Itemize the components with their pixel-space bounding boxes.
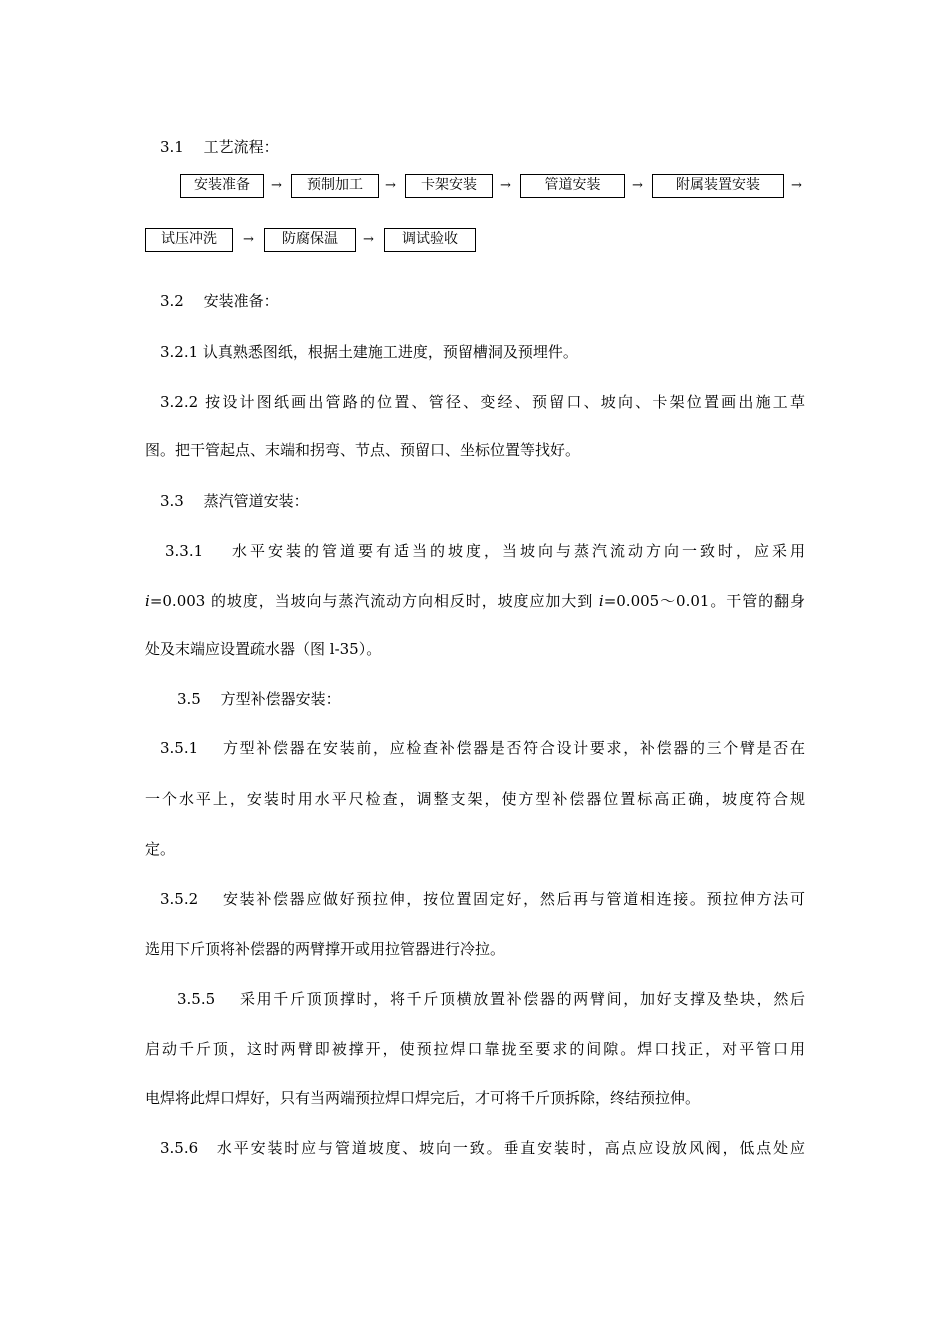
- paragraph-3-5-5-line1: 3.5.5 采用千斤顶顶撑时，将千斤顶横放置补偿器的两臂间，加好支撑及垫块，然后: [177, 990, 805, 1008]
- section-3-5-heading: 3.5 方型补偿器安装：: [177, 690, 341, 708]
- section-3-2-heading: 3.2 安装准备：: [160, 292, 279, 310]
- flow-arrow: →: [385, 178, 396, 193]
- flow-step-pressure-flush: 试压冲洗: [145, 228, 233, 252]
- flow-step-accessory-install: 附属装置安装: [652, 174, 784, 198]
- text-segment: =0.005～0.01。干管的翻身: [603, 592, 805, 610]
- variable-i: i: [145, 592, 150, 610]
- flow-step-prefab: 预制加工: [291, 174, 379, 198]
- flow-arrow: →: [363, 232, 374, 247]
- text-segment: =0.003 的坡度，当坡向与蒸汽流动方向相反时，坡度应加大到: [149, 592, 599, 610]
- paragraph-3-2-1: 3.2.1 认真熟悉图纸，根据土建施工进度，预留槽洞及预埋件。: [160, 343, 578, 361]
- paragraph-3-5-2-line1: 3.5.2 安装补偿器应做好预拉伸，按位置固定好，然后再与管道相连接。预拉伸方法可: [160, 890, 805, 908]
- paragraph-3-3-1-line1: 3.3.1 水平安装的管道要有适当的坡度，当坡向与蒸汽流动方向一致时，应采用: [165, 542, 805, 560]
- section-3-3-heading: 3.3 蒸汽管道安装：: [160, 492, 309, 510]
- flow-arrow: →: [243, 232, 254, 247]
- paragraph-3-5-5-line2: 启动千斤顶，这时两臂即被撑开，使预拉焊口靠拢至要求的间隙。焊口找正，对平管口用: [145, 1040, 805, 1058]
- paragraph-3-3-1-line2: [145, 591, 805, 611]
- flow-step-anticorrosion: 防腐保温: [264, 228, 356, 252]
- flow-arrow: →: [791, 178, 802, 193]
- paragraph-3-2-2-line1: 3.2.2 按设计图纸画出管路的位置、管径、变经、预留口、坡向、卡架位置画出施工草: [160, 393, 805, 411]
- paragraph-3-5-1-line2: 一个水平上，安装时用水平尺检查，调整支架，使方型补偿器位置标高正确，坡度符合规: [145, 790, 805, 808]
- flow-arrow: →: [271, 178, 282, 193]
- flow-step-bracket-install: 卡架安装: [405, 174, 493, 198]
- paragraph-3-5-1-line1: 3.5.1 方型补偿器在安装前，应检查补偿器是否符合设计要求，补偿器的三个臂是否在: [160, 739, 805, 757]
- flow-step-pipe-install: 管道安装: [520, 174, 625, 198]
- flow-step-commissioning: 调试验收: [384, 228, 476, 252]
- paragraph-3-3-1-line3: 处及末端应设置疏水器（图 l-35）。: [145, 640, 382, 658]
- flow-arrow: →: [632, 178, 643, 193]
- paragraph-3-5-1-line3: 定。: [145, 840, 176, 858]
- paragraph-3-2-2-line2: 图。把干管起点、末端和拐弯、节点、预留口、坐标位置等找好。: [145, 441, 581, 459]
- paragraph-3-5-6-line1: 3.5.6 水平安装时应与管道坡度、坡向一致。垂直安装时，高点应设放风阀，低点处应: [160, 1139, 805, 1157]
- flow-step-install-prep: 安装准备: [180, 174, 264, 198]
- section-3-1-heading: 3.1 工艺流程：: [160, 138, 279, 156]
- paragraph-3-5-5-line3: 电焊将此焊口焊好，只有当两端预拉焊口焊完后，才可将千斤顶拆除，终结预拉伸。: [145, 1089, 701, 1107]
- variable-i: i: [598, 592, 604, 610]
- flow-arrow: →: [500, 178, 511, 193]
- paragraph-3-5-2-line2: 选用下斤顶将补偿器的两臂撑开或用拉管器进行冷拉。: [145, 940, 506, 958]
